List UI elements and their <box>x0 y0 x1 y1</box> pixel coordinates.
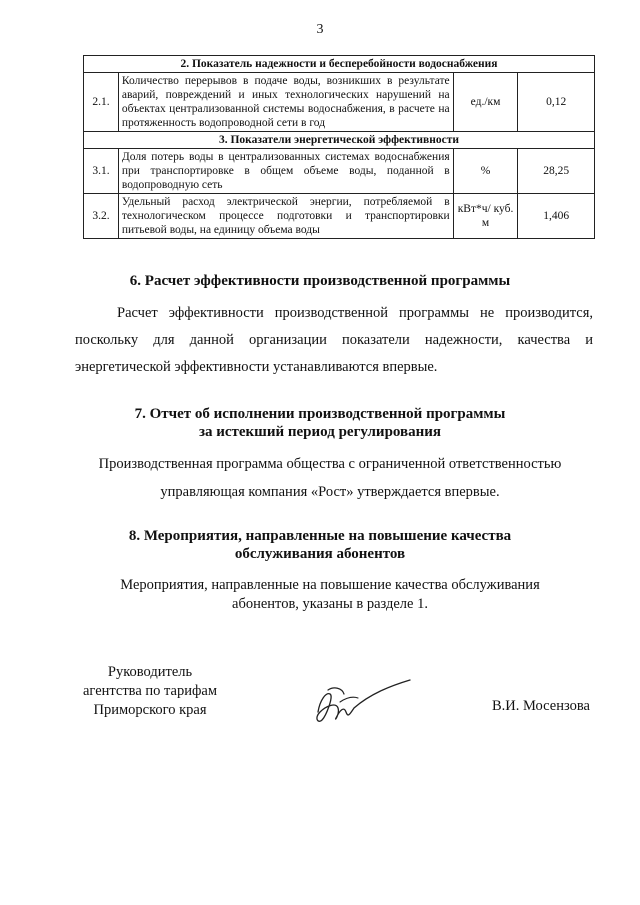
handwritten-signature <box>300 672 420 737</box>
table-section-row <box>84 132 595 149</box>
indicators-table <box>83 55 595 239</box>
section6-text: Расчет эффективности производственной программы не производится, поскольку для данной организации показатели надежности, качества и энергетической эффективности устанавливаются впервые. <box>75 305 593 375</box>
row-number: 3.1. <box>84 149 119 194</box>
section8-text-line2: абонентов, указаны в разделе 1. <box>232 596 428 612</box>
section2-title: 2. Показатель надежности и бесперебойности водоснабжения <box>84 56 595 73</box>
signer-title-line2: агентства по тарифам <box>83 683 217 699</box>
row-number: 2.1. <box>84 73 119 132</box>
section8-heading-line2: обслуживания абонентов <box>234 546 406 562</box>
row-value: 1,406 <box>518 194 595 239</box>
signer-name: В.И. Мосензова <box>492 698 590 714</box>
section7-text-line1: Производственная программа общества с ограниченной ответственностью <box>98 456 562 472</box>
section7-heading-line2: за истекший период регулирования <box>198 424 442 440</box>
table-section-row <box>84 56 595 73</box>
section6-heading: 6. Расчет эффективности производственной программы <box>129 273 511 289</box>
section8-heading-line1: 8. Мероприятия, направленные на повышение качества <box>128 528 512 544</box>
row-value: 28,25 <box>518 149 595 194</box>
row-description: Количество перерывов в подаче воды, возникших в результате аварий, повреждений и иных технологических нарушений на объектах централизованной системы водоснабжения, в расчете на протяженность водопроводной сети в год <box>118 73 453 132</box>
signer-title-line3: Приморского края <box>93 702 207 718</box>
table-row <box>84 73 595 132</box>
table-row <box>84 194 595 239</box>
section3-title: 3. Показатели энергетической эффективности <box>84 132 595 149</box>
row-unit: ед./км <box>453 73 518 132</box>
section7-heading-line1: 7. Отчет об исполнении производственной программы <box>134 406 506 422</box>
row-description: Удельный расход электрической энергии, потребляемой в технологическом процессе подготовки и транспортировки питьевой воды, на единицу объема воды <box>118 194 453 239</box>
row-unit: % <box>453 149 518 194</box>
table-row <box>84 149 595 194</box>
page-number: 3 <box>316 22 324 37</box>
signer-title-line1: Руководитель <box>107 664 193 680</box>
row-description: Доля потерь воды в централизованных системах водоснабжения при транспортировке в общем объеме воды, поданной в водопроводную сеть <box>118 149 453 194</box>
section8-text-line1: Мероприятия, направленные на повышение качества обслуживания <box>120 577 540 593</box>
section7-text-line2: управляющая компания «Рост» утверждается впервые. <box>160 484 500 500</box>
row-number: 3.2. <box>84 194 119 239</box>
row-value: 0,12 <box>518 73 595 132</box>
row-unit: кВт*ч/ куб. м <box>453 194 518 239</box>
